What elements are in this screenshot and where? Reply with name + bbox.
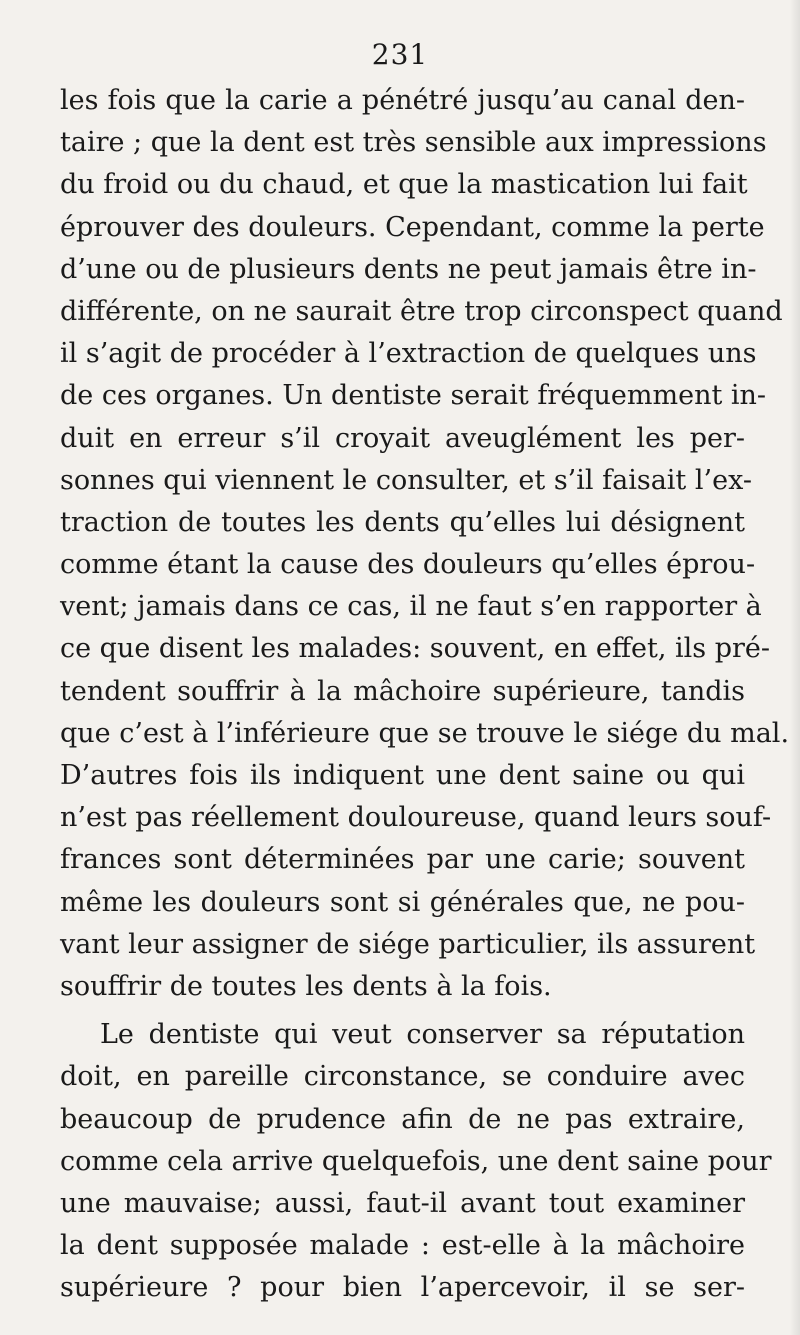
text-line: n’est pas réellement douloureuse, quand leurs souf- xyxy=(60,802,772,834)
page-number: 231 xyxy=(371,38,429,71)
paragraph-2 xyxy=(60,1014,772,1309)
text-line: duit en erreur s’il croyait aveuglément les per- xyxy=(60,422,745,454)
text-line: il s’agit de procéder à l’extraction de quelques uns xyxy=(60,338,757,370)
text-line: du froid ou du chaud, et que la mastication lui fait xyxy=(60,169,748,201)
text-line: même les douleurs sont si générales que, ne pou- xyxy=(60,886,745,918)
page-edge-shadow xyxy=(790,0,800,1335)
text-line: d’une ou de plusieurs dents ne peut jamais être in- xyxy=(60,253,757,285)
text-line: vent; jamais dans ce cas, il ne faut s’en rapporter à xyxy=(60,591,762,623)
text-line: frances sont déterminées par une carie; souvent xyxy=(60,844,745,876)
text-line: de ces organes. Un dentiste serait fréquemment in- xyxy=(60,380,767,412)
text-line: ce que disent les malades: souvent, en effet, ils pré- xyxy=(60,633,771,665)
text-line: souffrir de toutes les dents à la fois. xyxy=(60,970,552,1002)
text-line: la dent supposée malade : est-elle à la mâchoire xyxy=(60,1230,745,1262)
text-line: une mauvaise; aussi, faut-il avant tout examiner xyxy=(60,1187,745,1219)
text-line: sonnes qui viennent le consulter, et s’il faisait l’ex- xyxy=(60,464,752,496)
text-line: doit, en pareille circonstance, se conduire avec xyxy=(60,1061,745,1093)
body-text xyxy=(60,80,790,1309)
text-line: beaucoup de prudence afin de ne pas extraire, xyxy=(60,1103,745,1135)
text-line: comme étant la cause des douleurs qu’elles éprou- xyxy=(60,549,756,581)
text-line: différente, on ne saurait être trop circonspect quand xyxy=(60,295,783,327)
text-line: que c’est à l’inférieure que se trouve le siége du mal. xyxy=(60,717,790,749)
text-line: comme cela arrive quelquefois, une dent saine pour xyxy=(60,1145,772,1177)
text-line: les fois que la carie a pénétré jusqu’au canal den- xyxy=(60,85,745,116)
paragraph-1 xyxy=(60,80,790,1008)
text-line: éprouver des douleurs. Cependant, comme la perte xyxy=(60,211,765,243)
text-line: taire ; que la dent est très sensible aux impressions xyxy=(60,127,767,159)
text-line: Le dentiste qui veut conserver sa réputation xyxy=(100,1019,745,1051)
text-line: D’autres fois ils indiquent une dent saine ou qui xyxy=(60,760,745,791)
text-line: supérieure ? pour bien l’apercevoir, il se ser- xyxy=(60,1272,745,1304)
text-line: traction de toutes les dents qu’elles lui désignent xyxy=(60,506,745,538)
text-line: vant leur assigner de siége particulier, ils assurent xyxy=(60,928,756,960)
text-line: tendent souffrir à la mâchoire supérieure, tandis xyxy=(60,675,745,707)
